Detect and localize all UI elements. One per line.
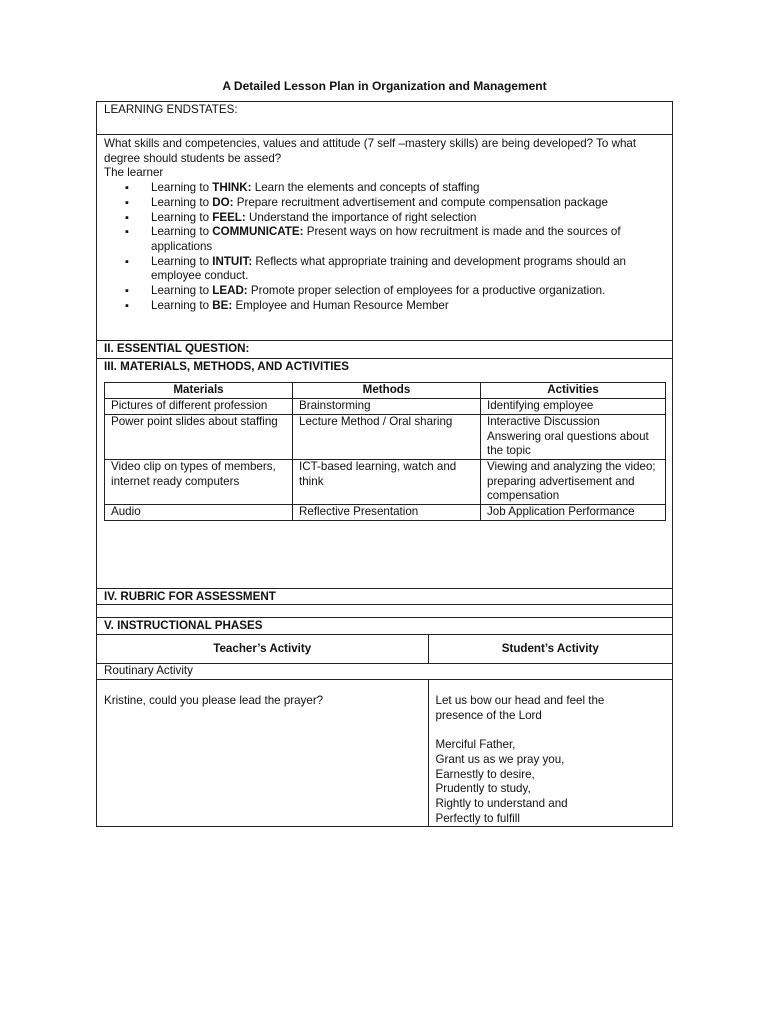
lesson-plan-table	[96, 101, 673, 827]
rubric-label: IV. RUBRIC FOR ASSESSMENT	[104, 589, 276, 603]
table-header-row	[105, 383, 666, 399]
essential-question-header	[97, 341, 672, 359]
activities-cell: Identifying employee	[481, 399, 666, 415]
learning-endstates-header	[97, 102, 672, 135]
student-activity-header: Student’s Activity	[501, 642, 599, 656]
prayer-row	[97, 680, 672, 827]
table-row	[105, 459, 666, 504]
column-header-materials: Materials	[105, 383, 293, 399]
methods-cell: Brainstorming	[293, 399, 481, 415]
activities-cell: Job Application Performance	[481, 505, 666, 521]
column-header-activities: Activities	[481, 383, 666, 399]
learning-item-feel: ▪ Learning to FEEL: Understand the importance of right selection	[104, 211, 665, 226]
activities-cell: Viewing and analyzing the video; preparing advertisement and compensation	[481, 459, 666, 504]
rubric-body	[97, 605, 672, 618]
materials-cell: Pictures of different profession	[105, 399, 293, 415]
routinary-row	[97, 664, 672, 680]
learner-label: The learner	[104, 166, 164, 180]
instructional-phases-header	[97, 618, 672, 636]
learning-item-lead: ▪ Learning to LEAD: Promote proper selection of employees for a productive organization.	[104, 284, 665, 299]
methods-cell: Lecture Method / Oral sharing	[293, 414, 481, 459]
table-row	[105, 414, 666, 459]
instructional-phases-table	[97, 635, 672, 826]
materials-cell: Audio	[105, 505, 293, 521]
materials-methods-table	[104, 382, 666, 520]
materials-cell: Power point slides about staffing	[105, 414, 293, 459]
methods-cell: Reflective Presentation	[293, 505, 481, 521]
methods-cell: ICT-based learning, watch and think	[293, 459, 481, 504]
table-row	[105, 399, 666, 415]
learning-endstates-label: LEARNING ENDSTATES:	[104, 103, 238, 116]
document-title: A Detailed Lesson Plan in Organization and Management	[222, 79, 547, 93]
activities-cell: Interactive Discussion Answering oral questions about the topic	[481, 414, 666, 459]
learning-item-intuit: ▪ Learning to INTUIT: Reflects what appropriate training and development programs should an employee conduct.	[104, 255, 665, 284]
materials-methods-section	[97, 359, 672, 589]
phases-header-row	[97, 635, 672, 664]
learning-endstates-body	[97, 135, 672, 341]
learning-item-do: ▪ Learning to DO: Prepare recruitment advertisement and compute compensation package	[104, 196, 665, 211]
materials-cell: Video clip on types of members, internet ready computers	[105, 459, 293, 504]
routinary-activity-label: Routinary Activity	[104, 664, 193, 678]
column-header-methods: Methods	[293, 383, 481, 399]
student-activity-cell: Let us bow our head and feel the presence of the Lord Merciful Father, Grant us as we pray you, Earnestly to desire, Prudently to study, Rightly to understand and Perfectly to fulfill	[435, 694, 605, 825]
table-row	[105, 505, 666, 521]
essential-question-label: II. ESSENTIAL QUESTION:	[104, 342, 250, 355]
teacher-activity-cell: Kristine, could you please lead the prayer?	[97, 680, 428, 827]
learning-list	[104, 181, 665, 313]
instructional-phases-label: V. INSTRUCTIONAL PHASES	[104, 618, 263, 632]
teacher-activity-header: Teacher’s Activity	[97, 635, 428, 664]
learning-item-be: ▪ Learning to BE: Employee and Human Resource Member	[104, 299, 665, 314]
rubric-header	[97, 589, 672, 605]
materials-methods-heading: III. MATERIALS, METHODS, AND ACTIVITIES	[104, 359, 349, 373]
learning-item-think: ▪ Learning to THINK: Learn the elements and concepts of staffing	[104, 181, 665, 196]
learning-item-communicate: ▪ Learning to COMMUNICATE: Present ways on how recruitment is made and the sources of applications	[104, 225, 665, 254]
guiding-question: What skills and competencies, values and attitude (7 self –mastery skills) are being developed? To what degree should students be assed?	[104, 137, 637, 165]
